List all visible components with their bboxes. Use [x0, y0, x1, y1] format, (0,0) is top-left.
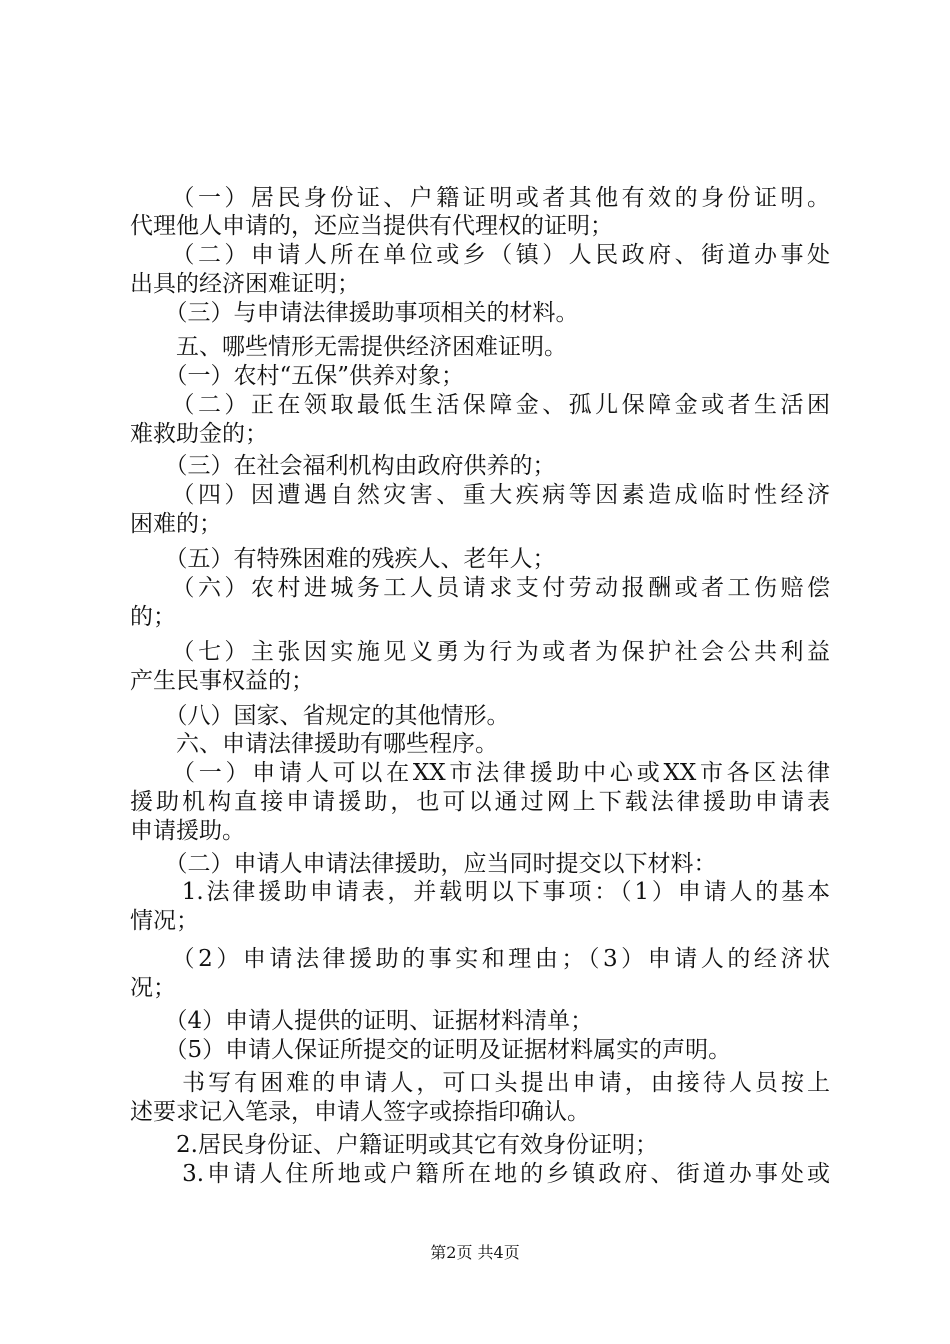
text-line: 代理他人申请的，还应当提供有代理权的证明； — [130, 213, 613, 239]
text-line: 3.申请人住所地或户籍所在地的乡镇政府、街道办事处或 — [130, 1161, 830, 1187]
text-line: （4）申请人提供的证明、证据材料清单； — [130, 1008, 594, 1034]
text-line: 1.法律援助申请表，并载明以下事项：（1）申请人的基本 — [130, 879, 830, 905]
text-line: 五、哪些情形无需提供经济困难证明。 — [130, 334, 567, 360]
text-line: （三）与申请法律援助事项相关的材料。 — [130, 300, 579, 326]
text-line: 困难的； — [130, 511, 222, 537]
text-line: （四）因遭遇自然灾害、重大疾病等因素造成临时性经济 — [130, 482, 830, 508]
text-line: 2.居民身份证、户籍证明或其它有效身份证明； — [130, 1132, 658, 1158]
text-line: （五）有特殊困难的残疾人、老年人； — [130, 546, 556, 572]
text-line: （二）申请人申请法律援助，应当同时提交以下材料： — [130, 851, 717, 877]
text-line: 情况； — [130, 908, 199, 934]
text-line: 六、申请法律援助有哪些程序。 — [130, 731, 498, 757]
text-line: 难救助金的； — [130, 421, 268, 447]
text-line: （一）居民身份证、户籍证明或者其他有效的身份证明。 — [130, 185, 830, 211]
text-line: 的； — [130, 604, 176, 630]
text-line: 援助机构直接申请援助，也可以通过网上下载法律援助申请表 — [130, 789, 830, 815]
text-line: （2）申请法律援助的事实和理由；（3）申请人的经济状 — [130, 946, 830, 972]
text-line: （八）国家、省规定的其他情形。 — [130, 703, 510, 729]
text-line: 述要求记入笔录，申请人签字或捺指印确认。 — [130, 1099, 590, 1125]
text-line: （一）申请人可以在XX市法律援助中心或XX市各区法律 — [130, 760, 830, 786]
text-line: （六）农村进城务工人员请求支付劳动报酬或者工伤赔偿 — [130, 575, 830, 601]
text-line: （七）主张因实施见义勇为行为或者为保护社会公共利益 — [130, 639, 830, 665]
text-line: 书写有困难的申请人，可口头提出申请，由接待人员按上 — [130, 1070, 830, 1096]
page-footer: 第2页 共4页 — [430, 1243, 520, 1262]
text-line: （三）在社会福利机构由政府供养的； — [130, 453, 556, 479]
text-line: （5）申请人保证所提交的证明及证据材料属实的声明。 — [130, 1037, 732, 1063]
text-line: （一）农村“五保”供养对象； — [130, 363, 465, 389]
text-line: 产生民事权益的； — [130, 668, 314, 694]
text-line: 出具的经济困难证明； — [130, 271, 360, 297]
text-line: 况； — [130, 975, 176, 1001]
text-line: （二）申请人所在单位或乡（镇）人民政府、街道办事处 — [130, 242, 830, 268]
text-line: （二）正在领取最低生活保障金、孤儿保障金或者生活困 — [130, 392, 830, 418]
text-line: 申请援助。 — [130, 818, 245, 844]
